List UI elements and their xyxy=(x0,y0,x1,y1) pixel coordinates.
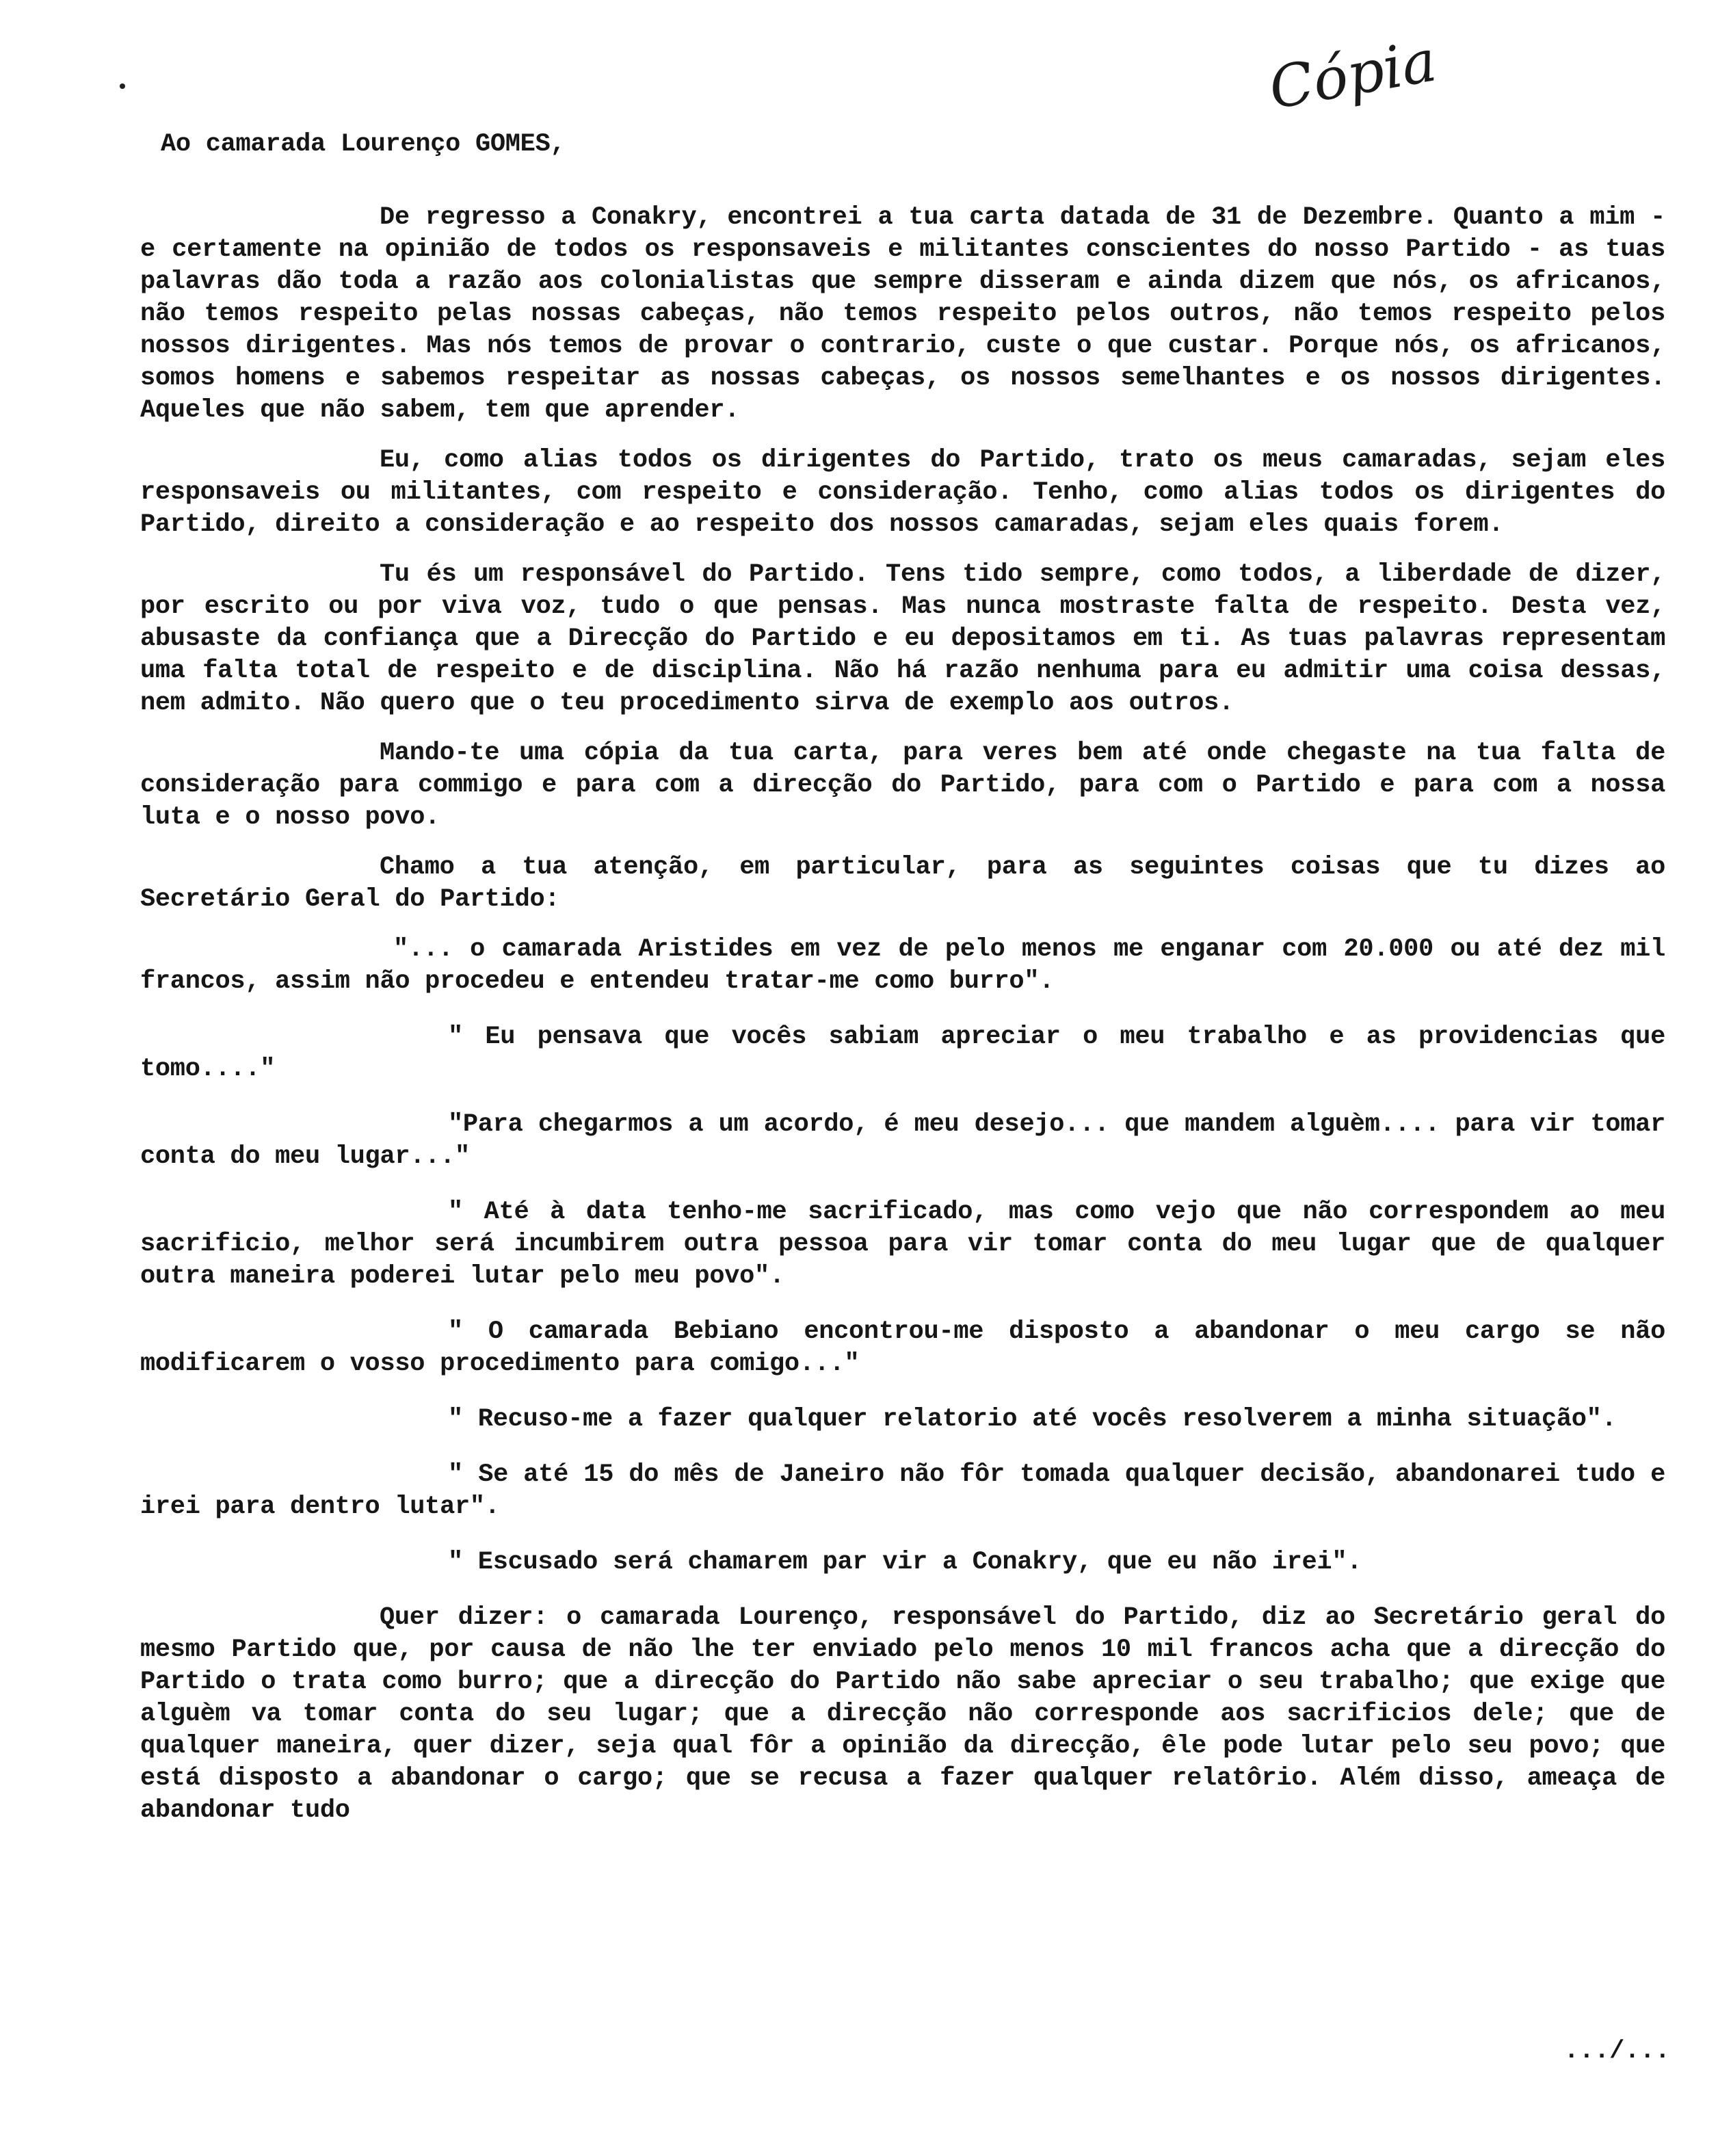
handwritten-copy-annotation: Cópia xyxy=(1264,27,1442,122)
page-continuation-mark: .../... xyxy=(1563,2037,1670,2066)
paragraph-2: Eu, como alias todos os dirigentes do Partido, trato os meus camaradas, sejam eles responsaveis ou militantes, com respeito e consideração. Tenho, como alias todos os dirigentes do Partido, direito a consideração e ao respeito dos nossos camaradas, sejam eles quais forem. xyxy=(140,446,1665,539)
letter-greeting: Ao camarada Lourenço GOMES, xyxy=(161,130,566,159)
quote-5: " O camarada Bebiano encontrou-me disposto a abandonar o meu cargo se não modificarem o vosso procedimento para comigo..." xyxy=(140,1317,1665,1378)
quote-2: " Eu pensava que vocês sabiam apreciar o meu trabalho e as providencias que tomo...." xyxy=(140,1023,1665,1083)
paragraph-4: Mando-te uma cópia da tua carta, para veres bem até onde chegaste na tua falta de consideração para commigo e para com a direcção do Partido, para com o Partido e para com a nossa luta e o nosso povo. xyxy=(140,739,1665,832)
quote-6: " Recuso-me a fazer qualquer relatorio até vocês resolverem a minha situação". xyxy=(448,1405,1617,1434)
paragraph-5: Chamo a tua atenção, em particular, para as seguintes coisas que tu dizes ao Secretário Geral do Partido: xyxy=(140,853,1665,914)
letter-body xyxy=(140,116,1665,1845)
quote-7: " Se até 15 do mês de Janeiro não fôr tomada qualquer decisão, abandonarei tudo e irei para dentro lutar". xyxy=(140,1460,1665,1521)
closing-paragraph: Quer dizer: o camarada Lourenço, responsável do Partido, diz ao Secretário geral do mesmo Partido que, por causa de não lhe ter enviado pelo menos 10 mil francos acha que a direcção do Partido o trata como burro; que a direcção do Partido não sabe apreciar o seu trabalho; que exige que alguèm va tomar conta do seu lugar; que a direcção não corresponde aos sacrificios dele; que de qualquer maneira, quer dizer, seja qual fôr a opinião da direcção, êle pode lutar pelo seu povo; que está disposto a abandonar o cargo; que se recusa a fazer qualquer relatôrio. Além disso, ameaça de abandonar tudo xyxy=(140,1603,1665,1825)
paragraph-1: De regresso a Conakry, encontrei a tua carta datada de 31 de Dezembre. Quanto a mim - e certamente na opinião de todos os responsaveis e militantes conscientes do nosso Partido - as tuas palavras dão toda a razão aos colonialistas que sempre disseram e ainda dizem que nós, os africanos, não temos respeito pelas nossas cabeças, não temos respeito pelos outros, não temos respeito pelos nossos dirigentes. Mas nós temos de provar o contrario, custe o que custar. Porque nós, os africanos, somos homens e sabemos respeitar as nossas cabeças, os nossos semelhantes e os nossos dirigentes. Aqueles que não sabem, tem que aprender. xyxy=(140,203,1665,425)
quote-4: " Até à data tenho-me sacrificado, mas como vejo que não correspondem ao meu sacrificio, melhor será incumbirem outra pessoa para vir tomar conta do meu lugar que de qualquer outra maneira poderei lutar pelo meu povo". xyxy=(140,1198,1665,1291)
quote-3: "Para chegarmos a um acordo, é meu desejo... que mandem alguèm.... para vir tomar conta do meu lugar..." xyxy=(140,1110,1665,1171)
quote-1: "... o camarada Aristides em vez de pelo menos me enganar com 20.000 ou até dez mil francos, assim não procedeu e entendeu tratar-me como burro". xyxy=(140,935,1665,996)
margin-dot: • xyxy=(116,77,129,100)
quote-8: " Escusado será chamarem par vir a Conakry, que eu não irei". xyxy=(448,1548,1362,1577)
paragraph-3: Tu és um responsável do Partido. Tens tido sempre, como todos, a liberdade de dizer, por escrito ou por viva voz, tudo o que pensas. Mas nunca mostraste falta de respeito. Desta vez, abusaste da confiança que a Direcção do Partido e eu depositamos em ti. As tuas palavras representam uma falta total de respeito e de disciplina. Não há razão nenhuma para eu admitir uma coisa dessas, nem admito. Não quero que o teu procedimento sirva de exemplo aos outros. xyxy=(140,560,1665,718)
